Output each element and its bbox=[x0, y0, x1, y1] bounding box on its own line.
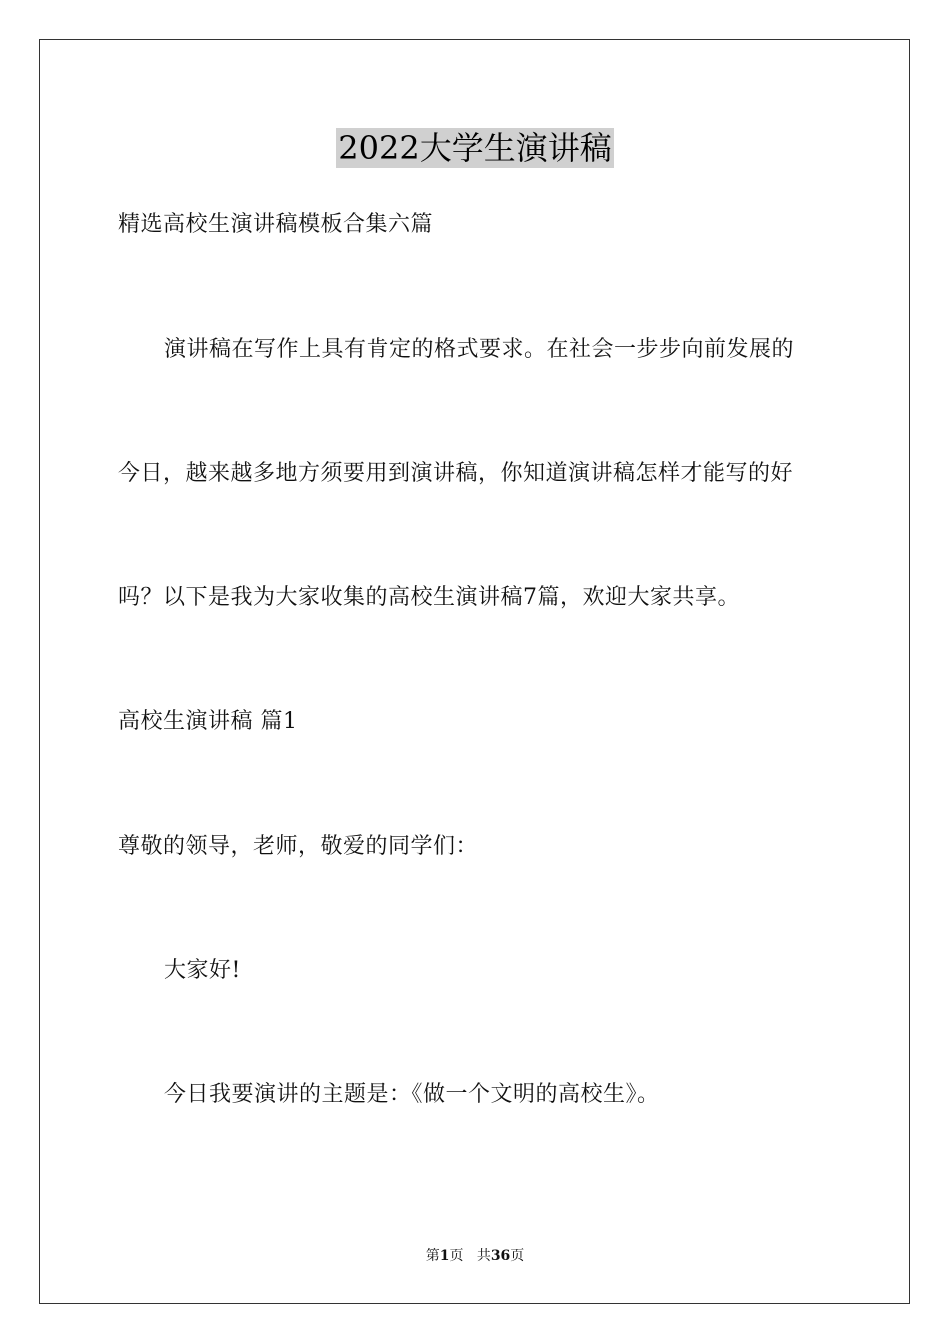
greeting: 大家好! bbox=[164, 958, 241, 983]
intro-line-1: 演讲稿在写作上具有肯定的格式要求。在社会一步步向前发展的 bbox=[164, 337, 795, 362]
footer-total-prefix: 共 bbox=[476, 1248, 491, 1264]
footer-total-pages: 36 bbox=[490, 1248, 511, 1264]
title-container bbox=[0, 128, 950, 168]
section-heading: 高校生演讲稿 篇1 bbox=[118, 709, 298, 734]
page-footer bbox=[0, 1247, 950, 1265]
footer-total-suffix: 页 bbox=[510, 1248, 525, 1264]
intro-line-3: 吗？以下是我为大家收集的高校生演讲稿7篇，欢迎大家共享。 bbox=[118, 585, 740, 610]
intro-line-2: 今日，越来越多地方须要用到演讲稿，你知道演讲稿怎样才能写的好 bbox=[118, 461, 794, 486]
footer-page-suffix: 页 bbox=[449, 1248, 464, 1264]
salutation: 尊敬的领导，老师，敬爱的同学们： bbox=[118, 834, 479, 859]
document-title: 2022大学生演讲稿 bbox=[338, 129, 612, 167]
footer-page-prefix: 第 bbox=[425, 1248, 440, 1264]
footer-page-number: 1 bbox=[439, 1248, 450, 1264]
topic-line: 今日我要演讲的主题是：《做一个文明的高校生》。 bbox=[164, 1082, 660, 1107]
document-subtitle: 精选高校生演讲稿模板合集六篇 bbox=[118, 212, 434, 237]
